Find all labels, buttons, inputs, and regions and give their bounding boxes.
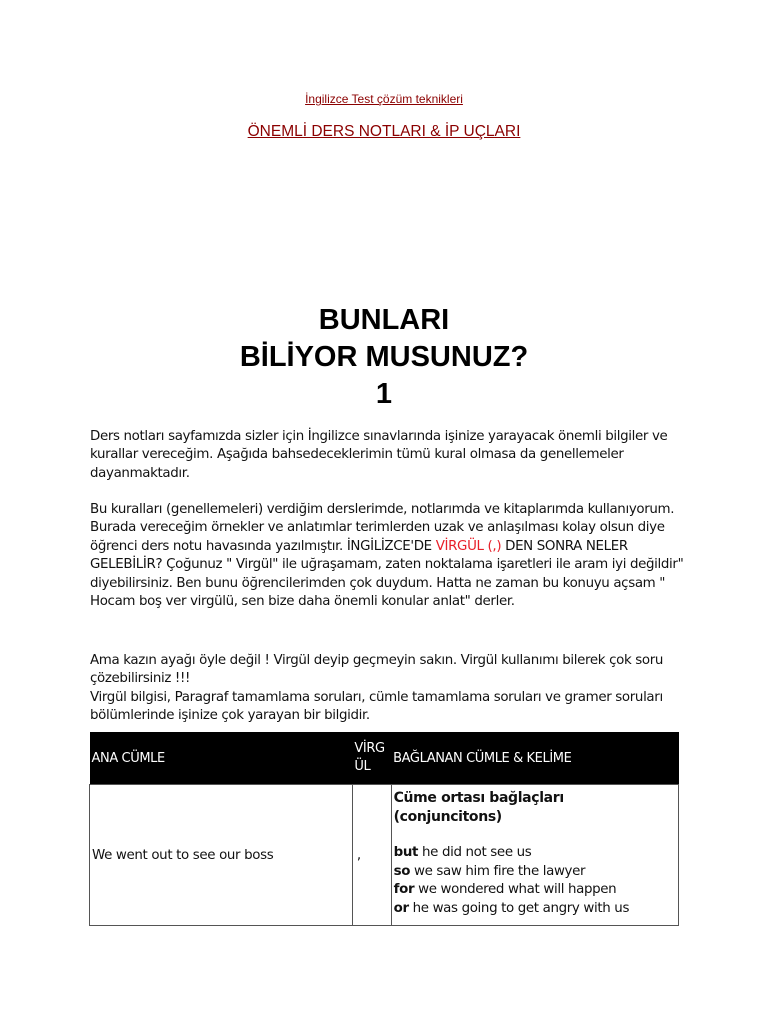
conjunctions-heading-line-1: Cüme ortası bağlaçları xyxy=(393,790,564,806)
conjunction-word: so xyxy=(393,863,411,879)
header-comma-line-1: VİRG xyxy=(354,741,385,756)
table-row xyxy=(90,785,679,926)
test-techniques-link[interactable]: İngilizce Test çözüm teknikleri xyxy=(305,92,463,106)
conjunction-word: or xyxy=(393,900,409,916)
conjunction-example xyxy=(394,863,676,882)
rules-text-end: DEN SONRA NELER GELEBİLİR? Çoğunuz " Virgül" ile uğraşamam, zaten noktalama işaretleri ile aram iyi değildir" diyebilirsiniz. Ben bunu öğrencilerimden çok duydum. Hatta ne zaman bu konuyu açsam " Hocam boş ver virgülü, sen bize daha önemli konular anlat" derler. xyxy=(90,538,684,610)
heading-line-1: BUNLARI xyxy=(318,304,450,336)
rules-text-start: Bu kuralları (genellemeleri) verdiğim derslerimde, notlarımda ve kitaplarımda kullanıyorum. Burada vereceğim örnekler ve anlatımlar terimlerden uzak ve anlaşılması kolay olsun diye öğrenci ders notu havasında yazılmıştır. İNGİLİZCE'DE xyxy=(90,502,675,554)
warning-line-1: Ama kazın ayağı öyle değil ! Virgül deyip geçmeyin sakın. Virgül kullanımı bilerek çok soru çözebilirsiniz !!! xyxy=(90,653,664,687)
notes-tips-title-link[interactable]: ÖNEMLİ DERS NOTLARI & İP UÇLARI xyxy=(247,123,521,140)
conjunction-example xyxy=(394,881,676,900)
conjunction-rest: we saw him fire the lawyer xyxy=(410,863,586,879)
header-main-clause: ANA CÜMLE xyxy=(90,732,353,785)
conjunctions-heading xyxy=(394,789,676,826)
comma-highlight: VİRGÜL (,) xyxy=(435,538,502,554)
comma-usage-table xyxy=(89,732,679,926)
rules-paragraph xyxy=(90,501,690,611)
conjunction-word: but xyxy=(393,845,419,860)
warning-paragraph xyxy=(90,652,690,726)
conjunction-rest: we wondered what will happen xyxy=(414,882,617,897)
intro-paragraph: Ders notları sayfamızda sizler için İngilizce sınavlarında işinize yarayacak önemli bilgiler ve kurallar vereceğim. Aşağıda bahsedeceklerimin tümü kural olmasa da genellemeler dayanmaktadır. xyxy=(90,429,668,481)
conjunction-example xyxy=(394,844,676,863)
conjunction-word: for xyxy=(393,882,415,897)
table-header-row xyxy=(90,732,679,785)
comma-cell: , xyxy=(352,785,391,926)
conjunctions-heading-line-2: (conjuncitons) xyxy=(393,808,502,825)
conjunction-cell xyxy=(391,785,678,926)
main-clause-cell: We went out to see our boss xyxy=(90,785,353,926)
conjunction-rest: he did not see us xyxy=(418,845,532,860)
warning-line-2: Virgül bilgisi, Paragraf tamamlama soruları, cümle tamamlama soruları ve gramer soruları bölümlerinde işinize çok yarayan bir bilgidir. xyxy=(90,689,663,724)
header-comma-line-2: ÜL xyxy=(354,759,371,774)
main-heading xyxy=(0,302,768,413)
heading-line-3: 1 xyxy=(375,378,393,410)
heading-line-2: BİLİYOR MUSUNUZ? xyxy=(239,341,529,373)
conjunction-example xyxy=(394,900,676,919)
header-connected-clause: BAĞLANAN CÜMLE & KELİME xyxy=(391,732,678,785)
conjunction-rest: he was going to get angry with us xyxy=(408,900,630,916)
header-comma xyxy=(352,732,391,785)
